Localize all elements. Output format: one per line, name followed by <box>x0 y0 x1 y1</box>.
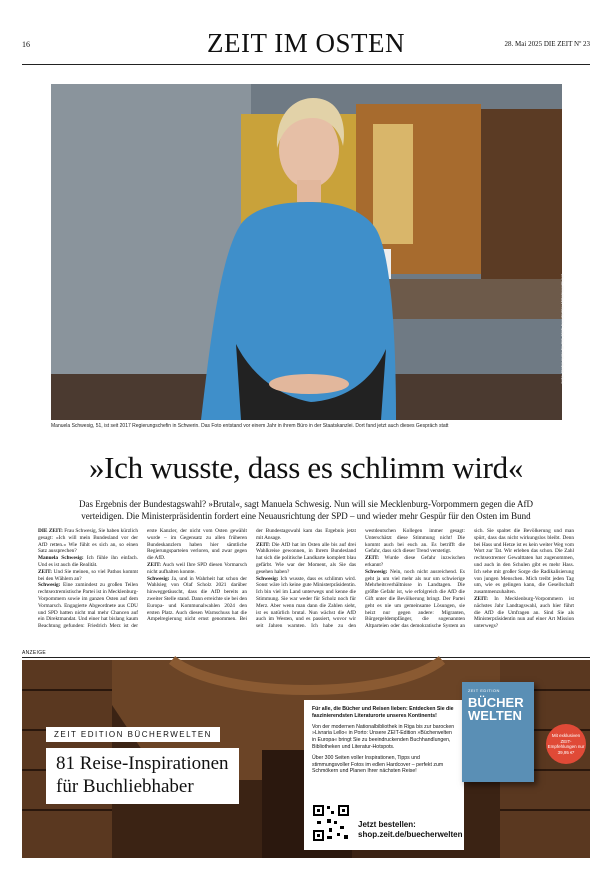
masthead <box>22 26 590 62</box>
paragraph: ZEIT: Wurde diese Gefahr inzwischen erkannt? <box>365 555 465 568</box>
photo-caption: Manuela Schwesig, 51, ist seit 2017 Regierungschefin in Schwerin. Das Foto entstand vor einem Jahr in ihrem Büro in der Staatskanzlei. Dort fand jetzt auch dieses Gespräch statt <box>51 423 449 429</box>
page-number: 16 <box>22 40 30 49</box>
ad-title-block <box>46 724 304 804</box>
headline: »Ich wusste, dass es schlimm wird« <box>88 450 524 485</box>
ad-title-line2: für Buchliebhaber <box>56 776 194 797</box>
ad-rule <box>22 657 590 658</box>
ad-info-extra: Über 300 Seiten voller Inspirationen, Tipps und stimmungsvoller Fotos im edlen Hardcover – perfekt zum Schmökern und Planen Ihrer nächsten Reise! <box>312 754 444 775</box>
ad-brand: ZEIT EDITION BÜCHERWELTEN <box>46 727 220 742</box>
paragraph: Manuela Schwesig: Ich fühle ihn einfach. Und es ist auch die Realität. <box>38 555 138 568</box>
price-badge: Mit exklusiven ZEIT-Empfehlungen nur 39,95 €* <box>546 724 586 764</box>
order-label: Jetzt bestellen: <box>358 820 416 829</box>
book-cover <box>462 682 534 782</box>
paragraph: ZEIT: In Mecklenburg-Vorpommern ist nächstes Jahr Landtagswahl, auch hier führt die AfD die Umfragen an. Sind Sie als Ministerpräsidentin nun auf einer Art Mission unterwegs? <box>474 595 574 630</box>
paragraph: Schwesig: Ich wusste, dass es schlimm wird. Sonst wäre ich keine gute Ministerpräsidentin. Ich bin viel im Land unterwegs und kenne die Stimmung. Sie war weder für Scholz noch für Merz. Aber wenn man dann die Zahlen sieht, ist es natürlich brutal. Nun wächst die AfD auch im Westen, und es passiert, wovor wir seit Jahren warnten. Ich habe zu den westdeutschen Kollegen immer gesagt: Unterschätzt diese Stimmung nicht! Die kommt auch bei euch an. Es betrifft die Gefahr, dass sich dieser Trend verstetigt. <box>256 528 465 630</box>
ad-order[interactable] <box>358 820 462 840</box>
paragraph: Schwesig: Ja, und in Wahrheit hat schon der Wahlsieg von Olaf Scholz 2021 darüber hinweggetäuscht, dass die AfD bereits an zweiter Stelle stand. Dann erreichte sie bei den Europa- und Kommunalwahlen 2024 den ersten Platz. Auch diesen Warnschuss hat die Ampelregierung nicht ernst genommen. Bei der Bundestagswahl kam das Ergebnis jetzt mit Ansage. <box>147 528 356 623</box>
ad-title <box>46 748 239 804</box>
article-body <box>38 528 574 644</box>
qr-code-icon[interactable] <box>312 804 350 842</box>
photo-credit: Foto: Stefan Nolte für DIE ZEIT; Geschichte: Mittelmeer/Kunst <box>560 274 565 384</box>
paragraph: Schwesig: Eine zumindest zu großen Teilen rechtsextremistische Partei ist in Mecklenburg-Vorpommern sowie im ganzen Osten auf dem Vormarsch. Engagierte Abgeordnete aus CDU und SPD hatten nicht mal mehr Chancen auf ein Direktmandat. Und einer hat bislang kaum Beachtung gefunden: Friedrich Merz ist der erste Kanzler, der nicht vom Osten gewählt wurde – im Gegensatz zu allen früheren Bundeskanzlern haben hier sämtliche Regierungsparteien verloren, und zwar gegen die AfD. <box>38 528 247 630</box>
portrait-photo <box>51 84 565 420</box>
paragraph: ZEIT: Auch weil Ihre SPD diesen Vormarsch nicht aufhalten konnte. <box>147 561 247 575</box>
ad-info-body: Von der modernen Nationalbibliothek in Riga bis zur barocken »Livraria Lello« in Porto: Unsere ZEIT-Edition »Bücherwelten in Europa« bringt Sie zu beeindruckenden Buchhandlungen, Bibliotheken und Literatur-Hotspots. <box>312 723 455 750</box>
portrait-illustration <box>51 84 562 420</box>
paragraph: DIE ZEIT: Frau Schwesig, Sie haben kürzlich gesagt: »Ich will mein Bundesland vor der AfD retten.« Wie fühlt es sich an, so einen Satz aussprechen? <box>38 528 138 555</box>
paragraph: ZEIT: Die AfD hat im Osten alle bis auf drei Wahlkreise gewonnen, in Ihrem Bundesland hat sich die politische Landkarte komplett blau gefärbt. Wie war der Moment, als Sie das gesehen haben? <box>256 541 357 575</box>
ad-info-box <box>304 700 464 850</box>
order-url[interactable]: shop.zeit.de/buecherwelten <box>358 830 463 839</box>
ad-title-line1: 81 Reise-Inspirationen <box>56 753 229 774</box>
lead-paragraph: Das Ergebnis der Bundestagswahl? »Brutal«, sagt Manuela Schwesig. Nun will sie Mecklenburg-Vorpommern gegen die AfD verteidigen. Die Ministerpräsidentin fordert eine Neuausrichtung der SPD – und wieder mehr Gespür für den Osten im Bund <box>79 499 533 521</box>
advertisement[interactable] <box>22 660 590 858</box>
paragraph: ZEIT: Und Sie meinen, so viel Pathos kommt bei den Wählern an? <box>38 568 138 582</box>
masthead-rule <box>22 64 590 65</box>
paragraph: Schwesig: Nein, noch nicht ausreichend. Es geht ja um viel mehr als nur um schwierige Mehrheitsverhältnisse in Landtagen. Die größte Gefahr ist, wie erfolgreich die AfD die Gift unter die Bevölkerung bringt. Der Partei geht es nie um gemeinsame Lösungen, sie heizt nur gegen andere: Migranten, Bürgergeldempfänger, die sogenannten Altparteien oder das demokratische System an sich. Sie spaltet die Bevölkerung und man spürt, dass das nicht wirkungslos bleibt. Denn bei Hass und Hetze ist es kein weiter Weg vom Wort zur Tat. Wir erleben das schon. Die Zahl rechtsextremer Gewalttaten hat zugenommen, und auch in den Schulen gibt es mehr Hass. Ich sehe mit großer Sorge die Radikalisierung von jungen Menschen. Mich treibt jeden Tag um, wie es gelingen kann, die Gesellschaft zusammenzuhalten. <box>365 528 574 630</box>
book-title: BÜCHER WELTEN <box>468 695 524 723</box>
book-eyebrow: ZEIT EDITION <box>468 688 500 693</box>
dateline: 28. Mai 2025 DIE ZEIT Nº 23 <box>504 40 590 48</box>
ad-info-intro: Für alle, die Bücher und Reisen lieben: Entdecken Sie die faszinierendsten Literaturorte unseres Kontinents! <box>312 706 454 719</box>
section-title: ZEIT IM OSTEN <box>207 28 405 58</box>
ad-label: ANZEIGE <box>22 650 47 656</box>
